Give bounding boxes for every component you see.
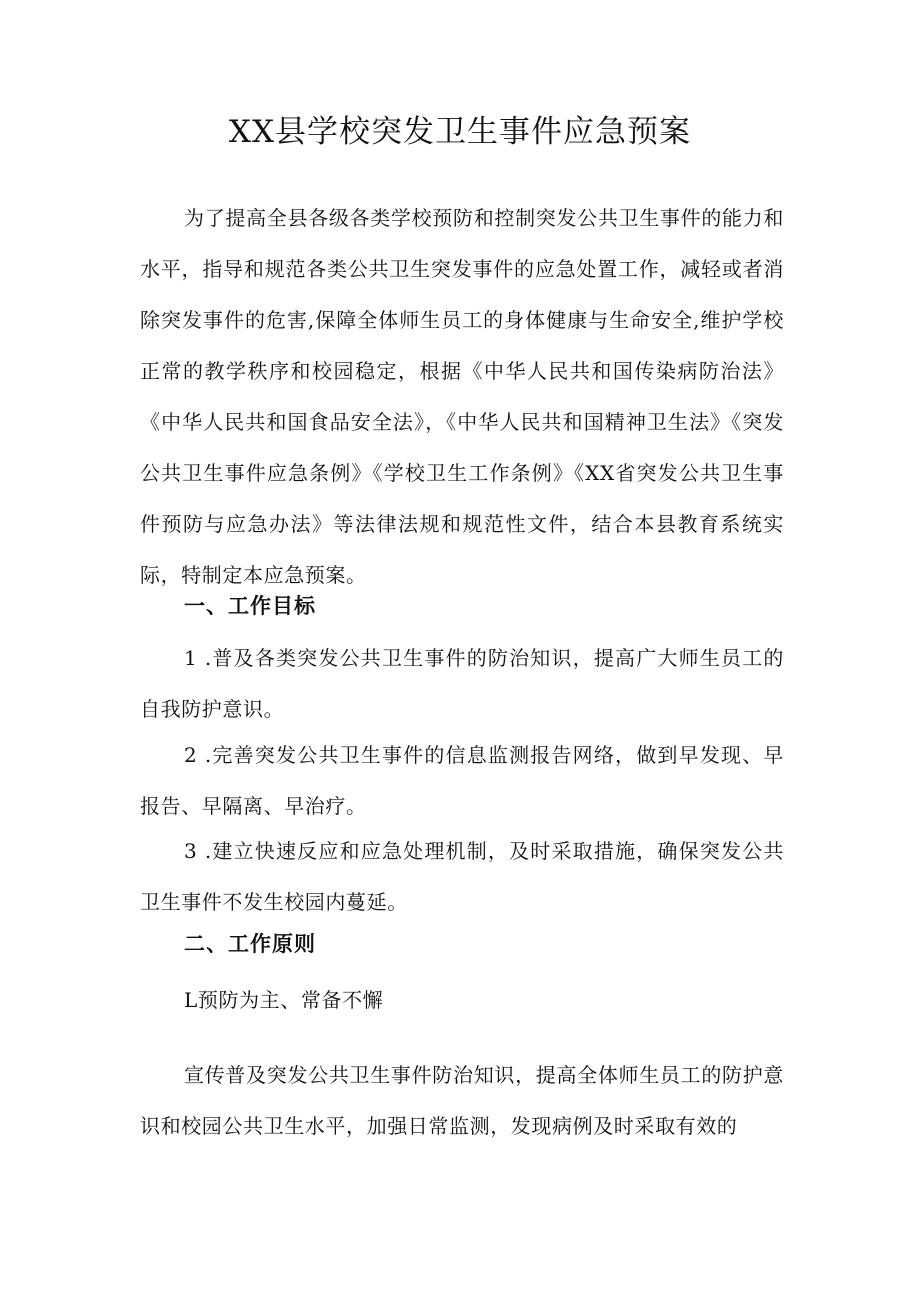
- goal-item-1: 1 .普及各类突发公共卫生事件的防治知识，提高广大师生员工的自我防护意识。: [140, 646, 784, 721]
- intro-paragraph: 为了提高全县各级各类学校预防和控制突发公共卫生事件的能力和水平，指导和规范各类公共卫生突发事件的应急处置工作，减轻或者消除突发事件的危害,保障全体师生员工的身体健康与生命安全,维护学校正常的教学秩序和校园稳定，根据《中华人民共和国传染病防治法》《中华人民共和国食品安全法》，《中华人民共和国精神卫生法》《突发公共卫生事件应急条例》《学校卫生工作条例》《XX省突发公共卫生事件预防与应急办法》等法律法规和规范性文件，结合本县教育系统实际，特制定本应急预案。: [140, 206, 784, 587]
- principle-paragraph-1: 宣传普及突发公共卫生事件防治知识，提高全体师生员工的防护意识和校园公共卫生水平，加强日常监测，发现病例及时采取有效的: [140, 1063, 784, 1138]
- goal-item-2: 2 .完善突发公共卫生事件的信息监测报告网络，做到早发现、早报告、早隔离、早治疗。: [140, 743, 784, 818]
- principle-subheading-1: L预防为主、常备不懈: [184, 988, 384, 1012]
- section-heading-principles: 二、工作原则: [184, 932, 316, 956]
- section-heading-goals: 一、工作目标: [184, 594, 316, 618]
- document-title: XX县学校突发卫生事件应急预案: [228, 114, 692, 150]
- goal-item-3: 3 .建立快速反应和应急处理机制，及时采取措施，确保突发公共卫生事件不发生校园内蔓延。: [140, 839, 784, 914]
